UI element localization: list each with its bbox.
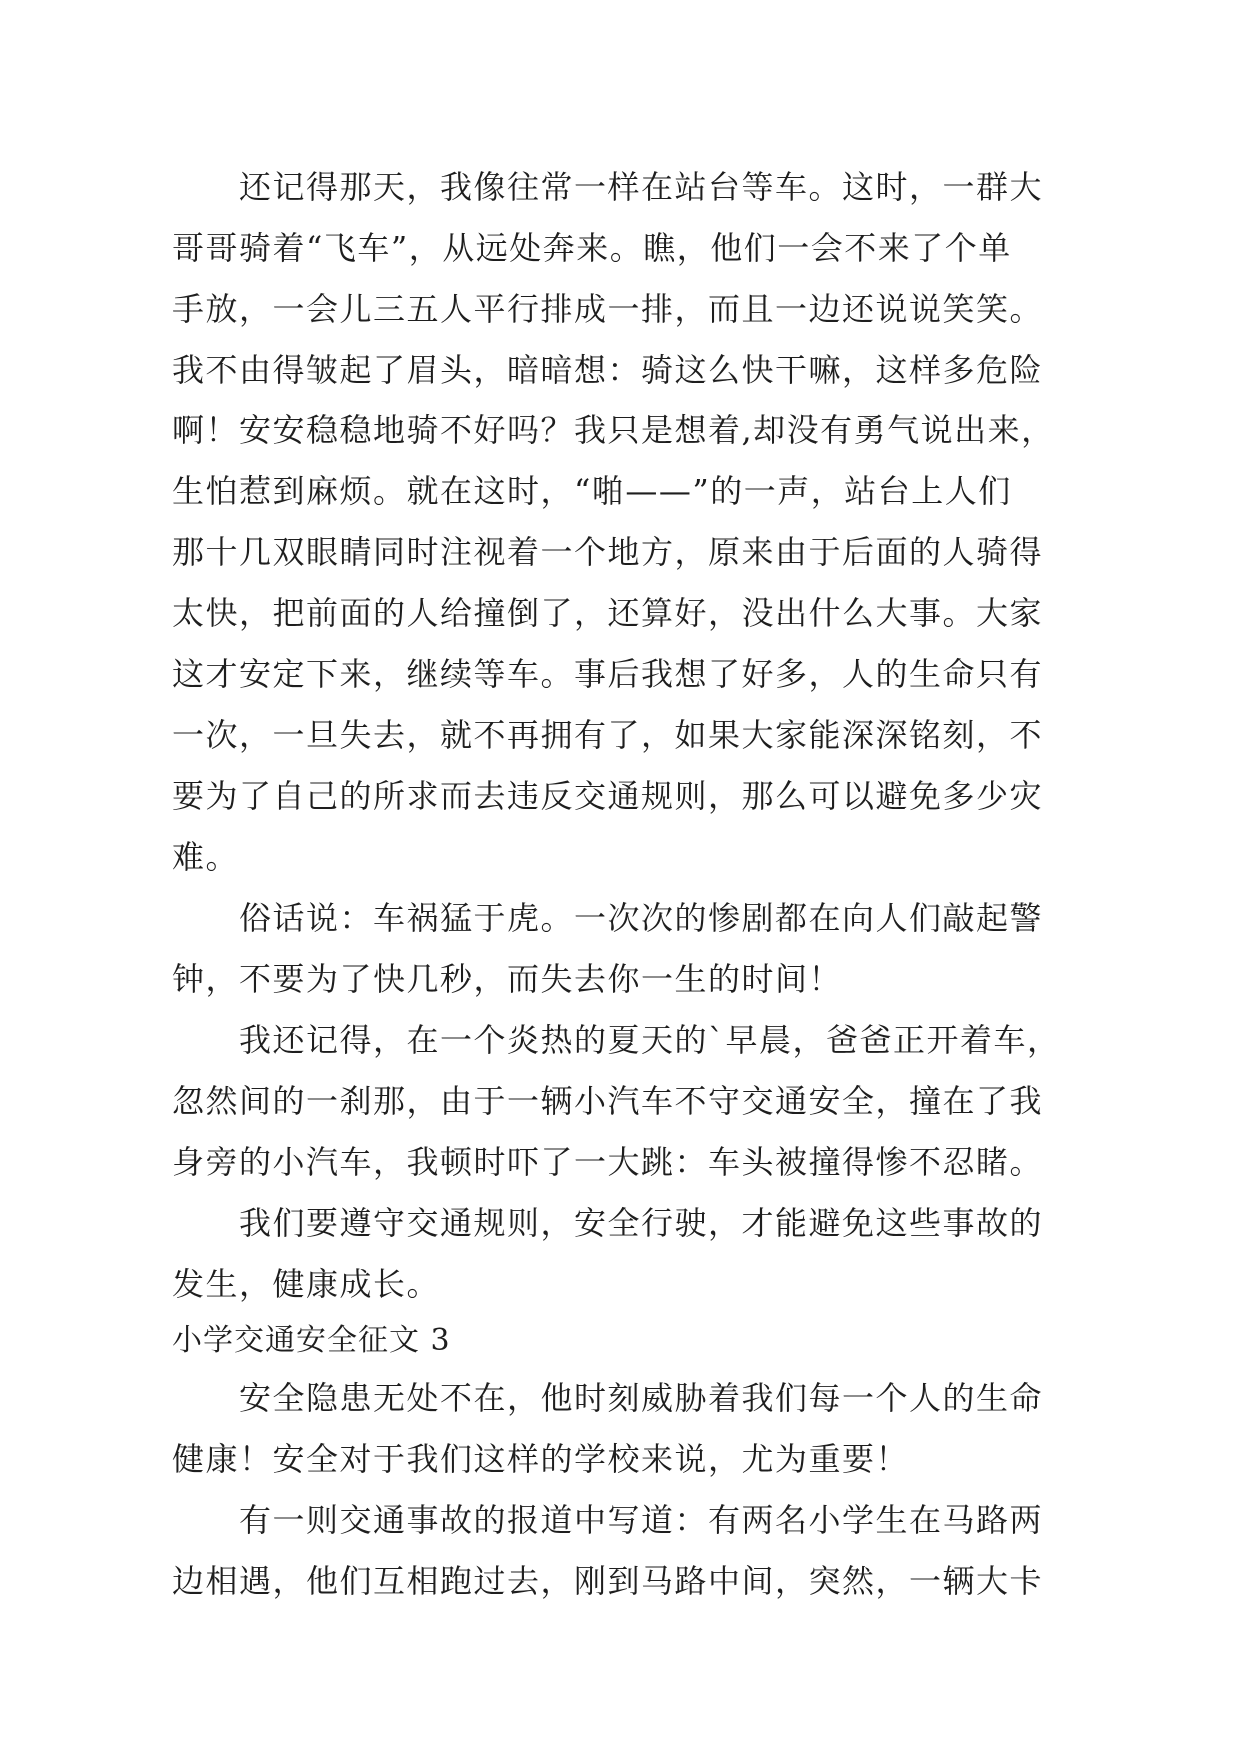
text-line: 健康！安全对于我们这样的学校来说，尤为重要！ bbox=[172, 1440, 910, 1478]
text-line: 还记得那天，我像往常一样在站台等车。这时，一群大 bbox=[239, 168, 1044, 206]
text-line: 发生，健康成长。 bbox=[172, 1265, 441, 1303]
text-line: 我们要遵守交通规则，安全行驶，才能避免这些事故的 bbox=[239, 1204, 1044, 1242]
text-line: 太快，把前面的人给撞倒了，还算好，没出什么大事。大家 bbox=[172, 594, 1044, 632]
text-line: 一次，一旦失去，就不再拥有了，如果大家能深深铭刻，不 bbox=[172, 716, 1044, 754]
text-line: 边相遇，他们互相跑过去，刚到马路中间，突然，一辆大卡 bbox=[172, 1562, 1044, 1600]
text-line: 忽然间的一刹那，由于一辆小汽车不守交通安全，撞在了我 bbox=[172, 1082, 1044, 1120]
text-line: 手放，一会儿三五人平行排成一排，而且一边还说说笑笑。 bbox=[172, 290, 1044, 328]
text-line: 有一则交通事故的报道中写道：有两名小学生在马路两 bbox=[239, 1501, 1044, 1539]
text-line: 要为了自己的所求而去违反交通规则，那么可以避免多少灾 bbox=[172, 777, 1044, 815]
text-line: 那十几双眼睛同时注视着一个地方，原来由于后面的人骑得 bbox=[172, 533, 1044, 571]
text-line: 啊！安安稳稳地骑不好吗？我只是想着,却没有勇气说出来， bbox=[172, 411, 1055, 449]
text-line: 我还记得，在一个炎热的夏天的`早晨，爸爸正开着车， bbox=[239, 1021, 1061, 1059]
text-line: 钟，不要为了快几秒，而失去你一生的时间！ bbox=[172, 960, 843, 998]
section-heading: 小学交通安全征文 3 bbox=[172, 1323, 451, 1358]
text-line: 安全隐患无处不在，他时刻威胁着我们每一个人的生命 bbox=[239, 1379, 1044, 1417]
text-line: 我不由得皱起了眉头，暗暗想：骑这么快干嘛，这样多危险 bbox=[172, 351, 1044, 389]
text-line: 难。 bbox=[172, 838, 240, 876]
text-line: 哥哥骑着“飞车”，从远处奔来。瞧，他们一会不来了个单 bbox=[172, 229, 1012, 267]
text-line: 这才安定下来，继续等车。事后我想了好多，人的生命只有 bbox=[172, 655, 1044, 693]
text-line: 生怕惹到麻烦。就在这时，“啪——”的一声，站台上人们 bbox=[172, 472, 1012, 510]
text-line: 身旁的小汽车，我顿时吓了一大跳：车头被撞得惨不忍睹。 bbox=[172, 1143, 1044, 1181]
text-line: 俗话说：车祸猛于虎。一次次的惨剧都在向人们敲起警 bbox=[239, 899, 1044, 937]
